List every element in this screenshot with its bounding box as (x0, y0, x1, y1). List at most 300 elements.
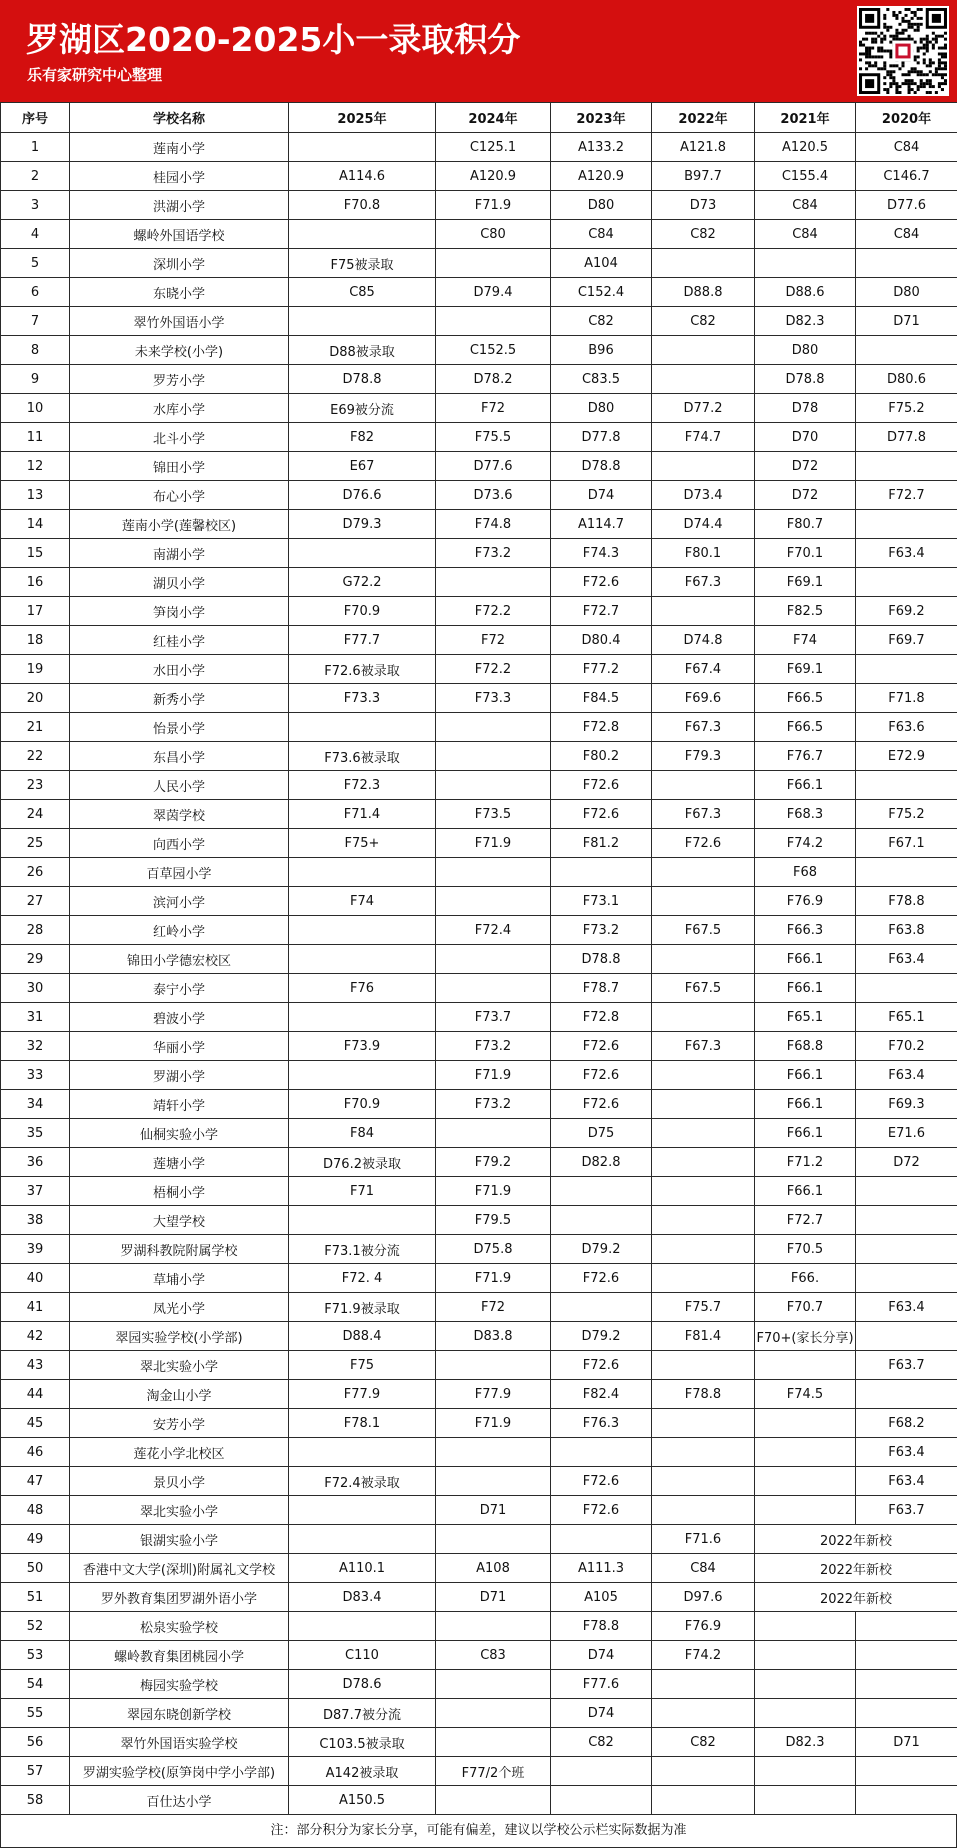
row-index-cell: 45 (1, 1409, 70, 1438)
score-cell: A120.5 (755, 133, 856, 162)
score-cell: F63.4 (856, 1293, 957, 1322)
row-index-cell: 35 (1, 1119, 70, 1148)
score-cell: A108 (436, 1554, 551, 1583)
score-cell: F72.6 (551, 568, 652, 597)
score-cell: F66.1 (755, 974, 856, 1003)
row-index-cell: 2 (1, 162, 70, 191)
score-cell (652, 1757, 755, 1786)
score-cell (652, 1699, 755, 1728)
score-cell: F76.9 (755, 887, 856, 916)
table-row (1, 1293, 957, 1322)
score-cell (856, 1235, 957, 1264)
score-cell: D74.4 (652, 510, 755, 539)
score-cell: D75 (551, 1119, 652, 1148)
score-cell: F72.4 (436, 916, 551, 945)
score-cell: D74 (551, 1699, 652, 1728)
score-cell: F77.7 (289, 626, 436, 655)
score-cell: D73.4 (652, 481, 755, 510)
score-cell: F82 (289, 423, 436, 452)
table-row (1, 1177, 957, 1206)
score-cell: F74.7 (652, 423, 755, 452)
score-cell (289, 539, 436, 568)
school-name-cell: 莲塘小学 (70, 1148, 289, 1177)
row-index-cell: 34 (1, 1090, 70, 1119)
score-cell: D79.2 (551, 1235, 652, 1264)
school-name-cell: 锦田小学 (70, 452, 289, 481)
score-cell: D88被录取 (289, 336, 436, 365)
score-cell: F72 (436, 1293, 551, 1322)
school-name-cell: 翠北实验小学 (70, 1496, 289, 1525)
score-cell: F71.9 (436, 191, 551, 220)
score-cell (856, 1380, 957, 1409)
score-cell: F72 (436, 626, 551, 655)
column-header: 学校名称 (70, 103, 289, 133)
score-cell (436, 1612, 551, 1641)
score-cell (551, 1177, 652, 1206)
score-cell: A133.2 (551, 133, 652, 162)
score-cell: C103.5被录取 (289, 1728, 436, 1757)
row-index-cell: 20 (1, 684, 70, 713)
score-cell: C82 (652, 220, 755, 249)
score-cell (755, 1467, 856, 1496)
score-cell: F77.6 (551, 1670, 652, 1699)
score-cell: D78.2 (436, 365, 551, 394)
score-cell (652, 858, 755, 887)
score-cell (652, 1119, 755, 1148)
row-index-cell: 23 (1, 771, 70, 800)
score-cell (652, 249, 755, 278)
score-cell: F66. (755, 1264, 856, 1293)
score-cell: F75 (289, 1351, 436, 1380)
score-cell: D74.8 (652, 626, 755, 655)
school-name-cell: 翠北实验小学 (70, 1351, 289, 1380)
row-index-cell: 15 (1, 539, 70, 568)
row-index-cell: 58 (1, 1786, 70, 1815)
table-row (1, 1525, 957, 1554)
score-cell (436, 887, 551, 916)
table-row (1, 1061, 957, 1090)
score-cell (856, 1177, 957, 1206)
table-row (1, 1235, 957, 1264)
score-cell (652, 1496, 755, 1525)
score-cell: F73.5 (436, 800, 551, 829)
row-index-cell: 26 (1, 858, 70, 887)
score-cell: F71.9 (436, 1177, 551, 1206)
score-cell (551, 1206, 652, 1235)
row-index-cell: 54 (1, 1670, 70, 1699)
school-name-cell: 碧波小学 (70, 1003, 289, 1032)
table-row (1, 394, 957, 423)
score-cell (436, 713, 551, 742)
page-subtitle: 乐有家研究中心整理 (27, 64, 162, 85)
score-cell: D74 (551, 1641, 652, 1670)
score-cell: F71.9被录取 (289, 1293, 436, 1322)
column-header: 2024年 (436, 103, 551, 133)
score-cell: F70.2 (856, 1032, 957, 1061)
score-cell: F71.8 (856, 684, 957, 713)
table-row (1, 1380, 957, 1409)
score-cell: F80.7 (755, 510, 856, 539)
score-cell: C84 (551, 220, 652, 249)
score-cell: D73.6 (436, 481, 551, 510)
score-cell (652, 1409, 755, 1438)
score-cell: D83.4 (289, 1583, 436, 1612)
score-cell (551, 1293, 652, 1322)
score-cell: F72. 4 (289, 1264, 436, 1293)
row-index-cell: 48 (1, 1496, 70, 1525)
score-cell: A114.6 (289, 162, 436, 191)
table-row (1, 1699, 957, 1728)
score-cell: F72.2 (436, 655, 551, 684)
table-row (1, 1264, 957, 1293)
score-cell: F66.5 (755, 713, 856, 742)
score-cell: D80.6 (856, 365, 957, 394)
score-cell: D73 (652, 191, 755, 220)
score-cell: C152.5 (436, 336, 551, 365)
table-row (1, 1757, 957, 1786)
school-name-cell: 笋岗小学 (70, 597, 289, 626)
column-header: 序号 (1, 103, 70, 133)
score-cell: F63.4 (856, 1061, 957, 1090)
school-name-cell: 梧桐小学 (70, 1177, 289, 1206)
score-cell (856, 1670, 957, 1699)
score-cell (551, 858, 652, 887)
row-index-cell: 39 (1, 1235, 70, 1264)
table-row (1, 800, 957, 829)
row-index-cell: 17 (1, 597, 70, 626)
score-cell: F71.2 (755, 1148, 856, 1177)
column-header: 2025年 (289, 103, 436, 133)
school-name-cell: 银湖实验小学 (70, 1525, 289, 1554)
score-cell: F71.9 (436, 829, 551, 858)
table-row (1, 858, 957, 887)
row-index-cell: 19 (1, 655, 70, 684)
score-cell (755, 249, 856, 278)
school-name-cell: 怡景小学 (70, 713, 289, 742)
score-cell: F67.3 (652, 1032, 755, 1061)
score-cell (652, 1438, 755, 1467)
school-name-cell: 翠园实验学校(小学部) (70, 1322, 289, 1351)
row-index-cell: 14 (1, 510, 70, 539)
score-cell: F73.2 (436, 1032, 551, 1061)
school-name-cell: 莲南小学(莲馨校区) (70, 510, 289, 539)
table-row (1, 1612, 957, 1641)
score-cell: G72.2 (289, 568, 436, 597)
score-cell: F63.7 (856, 1496, 957, 1525)
score-cell: F76 (289, 974, 436, 1003)
row-index-cell: 24 (1, 800, 70, 829)
score-cell: A111.3 (551, 1554, 652, 1583)
school-name-cell: 罗湖实验学校(原笋岗中学小学部) (70, 1757, 289, 1786)
score-cell: F72.3 (289, 771, 436, 800)
score-cell (652, 452, 755, 481)
score-cell: F69.6 (652, 684, 755, 713)
score-cell (436, 1525, 551, 1554)
score-cell: D72 (755, 481, 856, 510)
score-cell: C152.4 (551, 278, 652, 307)
score-cell: C84 (856, 220, 957, 249)
school-name-cell: 北斗小学 (70, 423, 289, 452)
school-name-cell: 安芳小学 (70, 1409, 289, 1438)
score-cell (436, 742, 551, 771)
table-row (1, 684, 957, 713)
table-row (1, 1670, 957, 1699)
score-cell (856, 771, 957, 800)
school-name-cell: 香港中文大学(深圳)附属礼文学校 (70, 1554, 289, 1583)
score-cell (755, 1409, 856, 1438)
score-cell: D71 (856, 1728, 957, 1757)
row-index-cell: 44 (1, 1380, 70, 1409)
table-header-row (1, 103, 957, 133)
score-cell: F72.6 (551, 1467, 652, 1496)
score-cell: F81.2 (551, 829, 652, 858)
score-cell (755, 1670, 856, 1699)
score-cell: F69.1 (755, 655, 856, 684)
score-cell: F65.1 (755, 1003, 856, 1032)
score-cell: F63.6 (856, 713, 957, 742)
score-cell: C83 (436, 1641, 551, 1670)
table-row (1, 1786, 957, 1815)
score-cell (856, 452, 957, 481)
page-title: 罗湖区2020-2025小一录取积分 (26, 14, 520, 61)
score-cell (856, 974, 957, 1003)
table-row (1, 1090, 957, 1119)
score-cell: F73.6被录取 (289, 742, 436, 771)
score-cell: F70.7 (755, 1293, 856, 1322)
score-cell: C82 (652, 1728, 755, 1757)
score-cell: D77.8 (856, 423, 957, 452)
school-name-cell: 翠竹外国语小学 (70, 307, 289, 336)
score-cell: D97.6 (652, 1583, 755, 1612)
score-cell: F72.6 (551, 771, 652, 800)
score-cell: F82.5 (755, 597, 856, 626)
school-name-cell: 人民小学 (70, 771, 289, 800)
score-cell: F77.2 (551, 655, 652, 684)
score-cell (436, 1119, 551, 1148)
score-cell: F81.4 (652, 1322, 755, 1351)
row-index-cell: 29 (1, 945, 70, 974)
score-cell (755, 1351, 856, 1380)
score-cell: F73.1被分流 (289, 1235, 436, 1264)
score-cell (289, 1438, 436, 1467)
score-cell: D75.8 (436, 1235, 551, 1264)
score-cell: F67.3 (652, 568, 755, 597)
score-cell: C155.4 (755, 162, 856, 191)
score-cell: D80 (551, 191, 652, 220)
row-index-cell: 57 (1, 1757, 70, 1786)
score-cell: 2022年新校 (755, 1554, 957, 1583)
table-row (1, 655, 957, 684)
table-row (1, 539, 957, 568)
school-name-cell: 泰宁小学 (70, 974, 289, 1003)
score-cell: D79.3 (289, 510, 436, 539)
score-cell (856, 510, 957, 539)
score-cell (436, 945, 551, 974)
score-cell: D80 (755, 336, 856, 365)
score-cell (856, 1786, 957, 1815)
score-cell: F75.2 (856, 394, 957, 423)
score-cell: F72.7 (856, 481, 957, 510)
score-cell: C84 (755, 220, 856, 249)
score-cell: F71.9 (436, 1061, 551, 1090)
score-cell: F66.3 (755, 916, 856, 945)
score-cell (289, 1061, 436, 1090)
row-index-cell: 6 (1, 278, 70, 307)
score-cell: F67.1 (856, 829, 957, 858)
score-cell (652, 1235, 755, 1264)
table-row (1, 249, 957, 278)
score-cell: F78.8 (551, 1612, 652, 1641)
table-row (1, 1641, 957, 1670)
school-name-cell: 锦田小学德宏校区 (70, 945, 289, 974)
row-index-cell: 7 (1, 307, 70, 336)
score-cell: F69.7 (856, 626, 957, 655)
score-cell: F68 (755, 858, 856, 887)
school-name-cell: 景贝小学 (70, 1467, 289, 1496)
row-index-cell: 22 (1, 742, 70, 771)
table-row (1, 597, 957, 626)
score-cell (436, 1786, 551, 1815)
score-cell: D78.8 (551, 452, 652, 481)
score-cell: A120.9 (551, 162, 652, 191)
score-cell (856, 1641, 957, 1670)
score-cell: F73.7 (436, 1003, 551, 1032)
score-cell: F72.6 (551, 1032, 652, 1061)
school-name-cell: 螺岭教育集团桃园小学 (70, 1641, 289, 1670)
score-cell: F71 (289, 1177, 436, 1206)
score-cell: F67.5 (652, 974, 755, 1003)
table-row (1, 1351, 957, 1380)
score-cell (652, 597, 755, 626)
score-cell: F74 (289, 887, 436, 916)
score-cell (289, 1496, 436, 1525)
score-cell: F82.4 (551, 1380, 652, 1409)
row-index-cell: 50 (1, 1554, 70, 1583)
table-row (1, 481, 957, 510)
score-cell (436, 1467, 551, 1496)
row-index-cell: 5 (1, 249, 70, 278)
score-cell: 2022年新校 (755, 1525, 957, 1554)
score-cell (551, 1786, 652, 1815)
score-cell: F72.6 (551, 1061, 652, 1090)
score-cell: D70 (755, 423, 856, 452)
school-name-cell: 莲南小学 (70, 133, 289, 162)
score-cell (551, 1525, 652, 1554)
score-cell: F71.4 (289, 800, 436, 829)
score-cell: F72.7 (755, 1206, 856, 1235)
score-cell (856, 858, 957, 887)
score-cell: F66.1 (755, 771, 856, 800)
table-row (1, 1496, 957, 1525)
score-cell: F78.1 (289, 1409, 436, 1438)
score-cell (652, 1177, 755, 1206)
score-cell (436, 1699, 551, 1728)
score-cell (652, 945, 755, 974)
score-cell (289, 1612, 436, 1641)
score-cell (436, 1438, 551, 1467)
school-name-cell: 翠园东晓创新学校 (70, 1699, 289, 1728)
score-cell: D88.8 (652, 278, 755, 307)
row-index-cell: 41 (1, 1293, 70, 1322)
score-cell: D88.6 (755, 278, 856, 307)
score-cell: D83.8 (436, 1322, 551, 1351)
table-row (1, 510, 957, 539)
score-cell: A142被录取 (289, 1757, 436, 1786)
score-cell: F63.4 (856, 1438, 957, 1467)
score-cell: F73.2 (551, 916, 652, 945)
score-cell: F72.8 (551, 713, 652, 742)
school-name-cell: 靖轩小学 (70, 1090, 289, 1119)
score-cell: F73.3 (289, 684, 436, 713)
school-name-cell: 深圳小学 (70, 249, 289, 278)
table-row (1, 1554, 957, 1583)
score-cell: F74.2 (652, 1641, 755, 1670)
table-row (1, 1003, 957, 1032)
score-cell: D77.6 (856, 191, 957, 220)
score-cell: F84.5 (551, 684, 652, 713)
row-index-cell: 40 (1, 1264, 70, 1293)
score-cell (436, 568, 551, 597)
score-cell: F79.5 (436, 1206, 551, 1235)
score-cell (289, 307, 436, 336)
score-cell: F72.6 (551, 1496, 652, 1525)
score-cell: F72.8 (551, 1003, 652, 1032)
score-cell: F63.4 (856, 539, 957, 568)
score-cell (755, 1496, 856, 1525)
score-cell: F67.3 (652, 713, 755, 742)
score-cell: F65.1 (856, 1003, 957, 1032)
row-index-cell: 3 (1, 191, 70, 220)
score-cell: D80 (551, 394, 652, 423)
score-cell: A150.5 (289, 1786, 436, 1815)
score-cell: F84 (289, 1119, 436, 1148)
score-cell: C80 (436, 220, 551, 249)
score-cell (652, 1467, 755, 1496)
row-index-cell: 8 (1, 336, 70, 365)
score-cell (856, 1322, 957, 1351)
score-cell (289, 1525, 436, 1554)
row-index-cell: 47 (1, 1467, 70, 1496)
score-cell: A121.8 (652, 133, 755, 162)
score-cell (856, 1757, 957, 1786)
school-name-cell: 罗芳小学 (70, 365, 289, 394)
school-name-cell: 布心小学 (70, 481, 289, 510)
score-cell: F80.1 (652, 539, 755, 568)
score-cell (436, 974, 551, 1003)
score-cell: D74 (551, 481, 652, 510)
school-name-cell: 百仕达小学 (70, 1786, 289, 1815)
score-cell (436, 771, 551, 800)
school-name-cell: 华丽小学 (70, 1032, 289, 1061)
school-name-cell: 洪湖小学 (70, 191, 289, 220)
table-row (1, 191, 957, 220)
row-index-cell: 55 (1, 1699, 70, 1728)
score-cell: E72.9 (856, 742, 957, 771)
score-cell: F77.9 (289, 1380, 436, 1409)
score-cell (856, 249, 957, 278)
score-cell: F72.6 (551, 800, 652, 829)
score-cell: D76.6 (289, 481, 436, 510)
table-row (1, 278, 957, 307)
score-cell (289, 858, 436, 887)
score-cell (652, 1264, 755, 1293)
score-cell: C110 (289, 1641, 436, 1670)
score-cell: F66.1 (755, 945, 856, 974)
qr-code-icon (859, 8, 947, 94)
score-cell: F71.9 (436, 1409, 551, 1438)
school-name-cell: 翠竹外国语实验学校 (70, 1728, 289, 1757)
score-cell (652, 1786, 755, 1815)
